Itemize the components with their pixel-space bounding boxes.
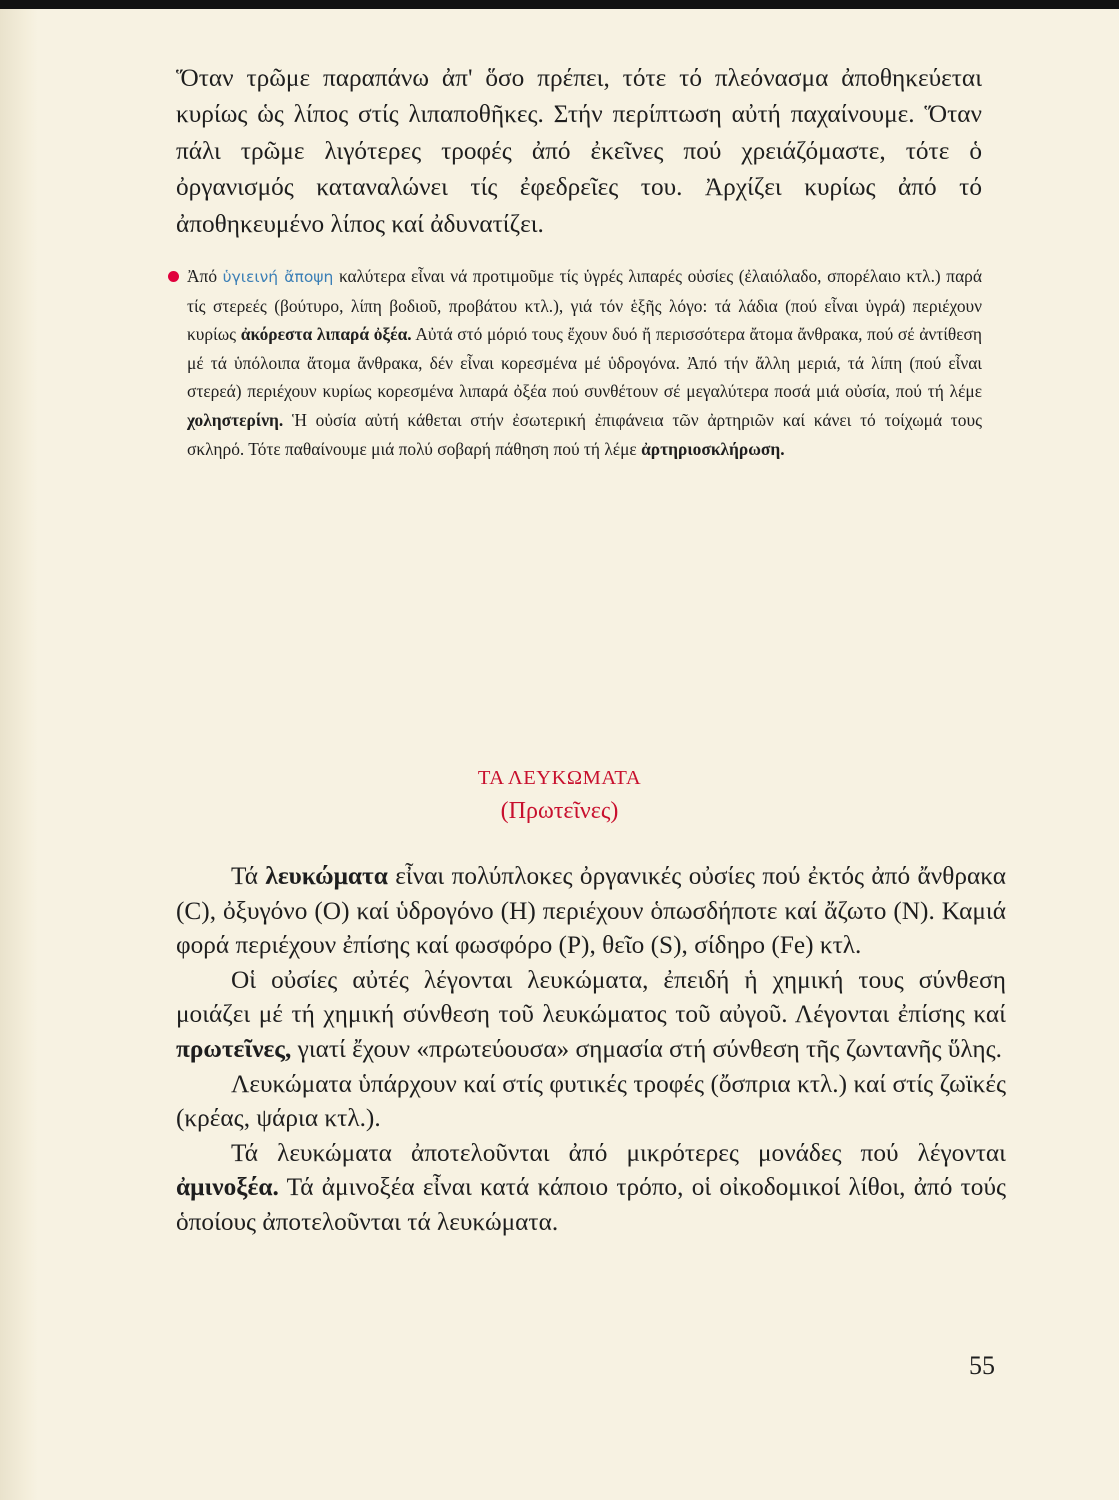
- term-unsaturated: ἀκόρεστα λιπαρά ὀξέα.: [240, 324, 412, 345]
- term-aminoacids: ἀμινοξέα.: [176, 1173, 279, 1202]
- health-note: [176, 262, 982, 463]
- section-subtitle: (Πρωτεῖνες): [500, 798, 619, 824]
- section-heading: [0, 764, 1119, 828]
- term-cholesterol: χοληστερίνη.: [187, 409, 284, 430]
- page-number: 55: [969, 1351, 995, 1380]
- paragraph-sources: Λευκώματα ὑπάρχουν καί στίς φυτικές τροφές (ὄσπρια κτλ.) καί στίς ζωϊκές (κρέας, ψάρια κτλ.).: [176, 1069, 1006, 1133]
- bullet-icon: [168, 271, 179, 282]
- paragraph-naming: Οἱ οὐσίες αὐτές λέγονται λευκώματα, ἐπειδή ἡ χημική τους σύνθεση μοιάζει μέ τή χημική σύνθεση τοῦ λευκώματος τοῦ αὐγοῦ. Λέγονται ἐπίσης καί πρωτεῖνες, γιατί ἔχουν «πρωτεύουσα» σημασία στή σύνθεση τῆς ζωντανῆς ὕλης.: [176, 965, 1006, 1063]
- paragraph-definition: Τά λευκώματα εἶναι πολύπλοκες ὀργανικές οὐσίες πού ἐκτός ἀπό ἄνθρακα (C), ὀξυγόνο (O) καί ὑδρογόνο (H) περιέχουν ὁπωσδήποτε καί ἄζωτο (N). Καμιά φορά περιέχουν ἐπίσης καί φωσφόρο (P), θεῖο (S), σίδηρο (Fe) κτλ.: [176, 862, 1007, 960]
- intro-paragraph: Ὅταν τρῶμε παραπάνω ἀπ' ὅσο πρέπει, τότε τό πλεόνασμα ἀποθηκεύεται κυρίως ὡς λίπος στίς λιπαποθῆκες. Στήν περίπτωση αὐτή παχαίνουμε. Ὅταν πάλι τρῶμε λιγότερες τροφές ἀπό ἐκεῖνες πού χρειάζόμαστε, τότε ὁ ὀργανισμός καταναλώνει τίς ἐφεδρεῖες του. Ἀρχίζει κυρίως ἀπό τό ἀποθηκευμένο λίπος καί ἀδυνατίζει.: [176, 64, 982, 238]
- paragraph-aminoacids: Τά λευκώματα ἀποτελοῦνται ἀπό μικρότερες μονάδες πού λέγονται ἀμινοξέα. Τά ἀμινοξέα εἶναι κατά κάποιο τρόπο, οἱ οἰκοδομικοί λίθοι, ἀπό τούς ὁποίους ἀποτελοῦνται τά λευκώματα.: [176, 1138, 1006, 1236]
- page-binding-edge: [0, 9, 38, 1500]
- term-proteins: πρωτεῖνες,: [176, 1034, 292, 1063]
- term-leukomata: λευκώματα: [265, 862, 388, 890]
- note-highlight: ὑγιεινή ἄποψη: [222, 268, 334, 286]
- scan-top-border: [0, 0, 1119, 9]
- section-title: ΤΑ ΛΕΥΚΩΜΑΤΑ: [477, 767, 642, 789]
- section-body: [176, 859, 1006, 1240]
- term-arteriosclerosis: ἀρτηριοσκλήρωση.: [641, 438, 785, 459]
- health-note-text: Ἀπό ὑγιεινή ἄποψη καλύτερα εἶναι νά προτιμοῦμε τίς ὑγρές λιπαρές οὐσίες (ἐλαιόλαδο, σπορέλαιο κτλ.) παρά τίς στερεές (βούτυρο, λίπη βοδιοῦ, προβάτου κτλ.), γιά τόν ἑξῆς λόγο: τά λάδια (πού εἶναι ὑγρά) περιέχουν κυρίως ἀκόρεστα λιπαρά ὀξέα. Αὐτά στό μόριό τους ἔχουν δυό ἤ περισσότερα ἄτομα ἄνθρακα, πού σέ ἀντίθεση μέ τά ὑπόλοιπα ἄτομα ἄνθρακα, δέν εἶναι κορεσμένα μέ ὑδρογόνα. Ἀπό τήν ἄλλη μεριά, τά λίπη (πού εἶναι στερεά) περιέχουν κυρίως κορεσμένα λιπαρά ὀξέα πού συνθέτουν σέ μεγαλύτερα ποσά μιά οὐσία, πού τή λέμε χοληστερίνη. Ἡ οὐσία αὐτή κάθεται στήν ἐσωτερική ἐπιφάνεια τῶν ἀρτηριῶν καί κάνει τό τοίχωμά τους σκληρό. Τότε παθαίνουμε μιά πολύ σοβαρή πάθηση πού τή λέμε ἀρτηριοσκλήρωση.: [187, 266, 982, 459]
